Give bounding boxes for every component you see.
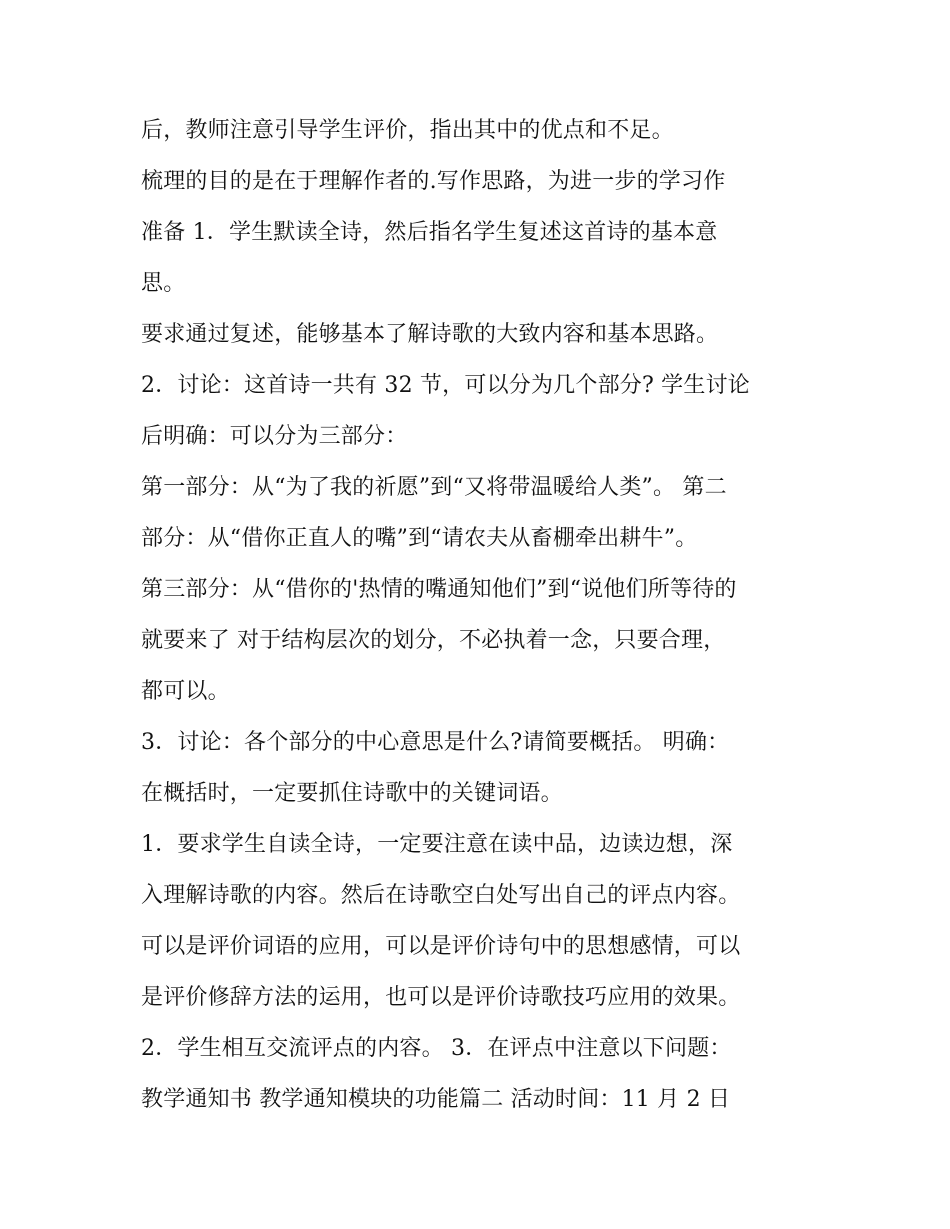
text-line: 第三部分：从“借你的'热情的嘴通知他们”到“说他们所等待的 [141, 577, 737, 602]
text-line: 2．讨论：这首诗一共有 32 节，可以分为几个部分? 学生讨论 [141, 373, 750, 398]
text-line: 3．讨论：各个部分的中心意思是什么?请简要概括。 明确： [141, 730, 730, 755]
text-line: 是评价修辞方法的运用，也可以是评价诗歌技巧应用的效果。 [141, 985, 741, 1010]
text-line: 部分：从“借你正直人的嘴”到“请农夫从畜棚牵出耕牛”。 [141, 526, 698, 551]
text-line: 2．学生相互交流评点的内容。 3．在评点中注意以下问题： [141, 1036, 732, 1061]
text-line: 后明确：可以分为三部分： [141, 424, 408, 449]
text-line: 后，教师注意引导学生评价，指出其中的优点和不足。 [141, 118, 674, 143]
text-line: 思。 [141, 271, 186, 296]
text-line: 梳理的目的是在于理解作者的.写作思路，为进一步的学习作 [141, 169, 726, 194]
text-line: 教学通知书 教学通知模块的功能篇二 活动时间：11 月 2 日 [141, 1087, 731, 1112]
document-body [141, 105, 831, 1125]
text-line: 准备 1．学生默读全诗，然后指名学生复述这首诗的基本意 [141, 220, 718, 245]
text-line: 都可以。 [141, 679, 230, 704]
text-line: 可以是评价词语的应用，可以是评价诗句中的思想感情，可以 [141, 934, 741, 959]
text-line: 要求通过复述，能够基本了解诗歌的大致内容和基本思路。 [141, 322, 719, 347]
text-line: 入理解诗歌的内容。然后在诗歌空白处写出自己的评点内容。 [141, 883, 741, 908]
text-line: 第一部分：从“为了我的祈愿”到“又将带温暖给人类”。 第二 [141, 475, 727, 500]
text-line: 1．要求学生自读全诗，一定要注意在读中品，边读边想，深 [141, 832, 733, 857]
text-line: 就要来了 对于结构层次的划分，不必执着一念，只要合理， [141, 628, 726, 653]
text-line: 在概括时，一定要抓住诗歌中的关键词语。 [141, 781, 563, 806]
